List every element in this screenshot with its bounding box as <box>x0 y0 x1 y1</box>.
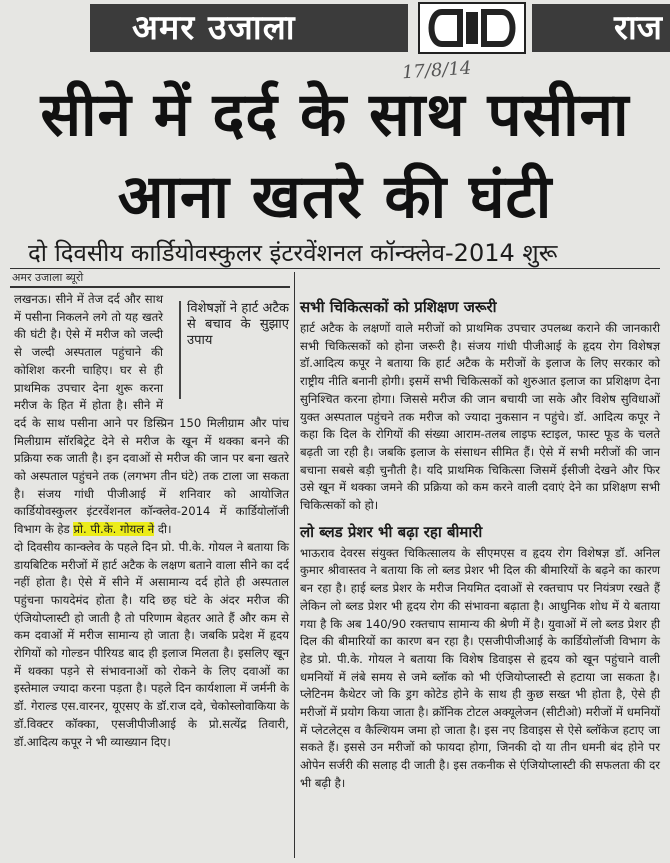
headline <box>0 74 670 238</box>
section-title: सभी चिकित्सकों को प्रशिक्षण जरूरी <box>300 298 497 316</box>
headline-line-1: सीने में दर्द के साथ पसीना <box>40 80 630 150</box>
right-column <box>300 296 660 793</box>
masthead <box>0 0 670 58</box>
pullquote-box <box>171 295 289 403</box>
section-text: भाऊराव देवरस संयुक्त चिकित्सालय के सीएमएस व हृदय रोग विशेषज्ञ डॉ. अनिल कुमार श्रीवास्तव ने बताया कि लो ब्लड प्रेशर भी दिल की बीमारियों के बढ़ने का कारण बन रहा है। हाई ब्लड प्रेशर के मरीज नियमित दवाओं से रक्तचाप पर नियंत्रण रखते हैं लेकिन लो ब्लड प्रेशर भी हृदय रोग की संभावना बढ़ाता है। आधुनिक शोध में ये बताया गया है कि अब 140/90 रक्तचाप सामान्य की श्रेणी में है। युवाओं में लो ब्लड प्रेशर ही दिल की बीमारियों का कारण बन रहा है। एसजीपीजीआई के कार्डियोलॉजी विभाग के हेड प्रो. पी.के. गोयल ने बताया कि विशेष डिवाइस से हृदय को खून पहुंचाने वाली धमनियों में लंबे समय से जमे ब्लॉक को भी एंजियोप्लास्टी से हटाया जा सकता है। प्लेटिनम कैथेटर जो कि ड्रग कोटेड होने के साथ ही कुछ सख्त भी होता है, ऐसे ही मरीजों में प्रयोग किया जाता है। क्रॉनिक टोटल अक्यूलेजन (सीटीओ) मरीजों में धमनियों में प्लेटलेट्स व कैल्शियम जमा हो जाता है। इस नए डिवाइस से ऐसे ब्लॉकेज हटाए जा सकते हैं। इससे उन मरीजों को फायदा होगा, जिनकी दो या तीन धमनी बंद होने पर ओपेन सर्जरी की सलाह दी जाती है। इस तकनीक से एंजियोप्लास्टी की सफलता की दर भी बढ़ी है। <box>300 545 660 790</box>
article-paragraph: दो दिवसीय कान्क्लेव के पहले दिन प्रो. पी.के. गोयल ने बताया कि डायबिटिक मरीजों में हार्ट अटैक के लक्षण बताने वाला सीने का दर्द नहीं होता है। ऐसे में सीने में असामान्य दर्द होते ही अस्पताल पहुंचना फायदेमंद होता है। यदि छह घंटे के अंदर मरीज की एंजियोप्लास्टी हो जाती है तो परिणाम बेहतर आते हैं और कम से कम दवाओं में मरीज सामान्य हो जाता है। जबकि प्रदेश में हृदय रोगियों को गोल्डन पीरियड बाद ही इलाज मिलता है। इसलिए खून में थक्का पड़ने से संभावनाओं को रोकने के लिए दवाओं का इस्तेमाल ज्यादा करना पड़ता है। पहले दिन कार्यशाला में जर्मनी के डॉ. गेराल्ड एस.वारनर, यूएसए के डॉ.राज दवे, चेकोस्लोवाकिया के डॉ.विक्टर कॉक्का, एसजीपीजीआई के प्रो.सत्येंद्र तिवारी, डॉ.आदित्य कपूर ने भी व्याख्यान दिए। <box>14 539 289 749</box>
subheadline: दो दिवसीय कार्डियोवस्कुलर इंटरवेंशनल कॉन्क्लेव-2014 शुरू <box>28 239 558 267</box>
edition-name: राज <box>532 4 670 52</box>
headline-line-2: आना खतरे की घंटी <box>117 162 553 232</box>
article-intro: लखनऊ। सीने में तेज दर्द और साथ में पसीना निकलने लगे तो यह खतरे की घंटी है। ऐसे में मरीज को जल्दी से जल्दी अस्पताल पहुंचाने की कोशिश करनी चाहिए। घर से ही प्राथमिक उपचार देना शुरू करना मरीज के हित में होता है। सीने में दर्द के साथ पसीना आने पर डिस्प्रिन 150 मिलीग्राम और पांच मिलीग्राम सॉरबिट्रेट देने से मरीज के खून में थक्का बनने की प्रक्रिया रुक जाती है। इन दवाओं से मरीज की जान पर बना खतरे को अस्पताल पहुंचने तक (लगभग तीन घंटे) तक टाला जा सकता है। संजय गांधी पीजीआई में शनिवार को आयोजित कार्डियोवस्कुलर इंटरवेंशनल कॉन्क्लेव-2014 में कार्डियोलॉजी विभाग के हेड <box>14 292 289 537</box>
handwritten-date: 17/8/14 <box>401 57 473 84</box>
section-text: हार्ट अटैक के लक्षणों वाले मरीजों को प्राथमिक उपचार उपलब्ध कराने की जानकारी सभी चिकित्सकों को होना जरूरी है। संजय गांधी पीजीआई के हृदय रोग विशेषज्ञ डॉ.आदित्य कपूर ने बताया कि हार्ट अटैक के मरीजों के इलाज के लिए सरकार को राष्ट्रीय नीति बनानी होगी। इसमें सभी चिकित्सकों को शुरुआत इलाज का प्रशिक्षण देना सुनिश्चित करना होगा। जिससे मरीज की जान बचायी जा सके और विशेष सुविधाओं युक्त अस्पताल पहुंचने तक मरीज को ज्यादा नुकसान न पहुंचे। डॉ. आदित्य कपूर ने कहा कि दिल के रोगियों की संख्या आराम-तलब लाइफ स्टाइल, फास्ट फूड के चलते बढ़ती जा रही है। जबकि इलाज के संसाधन सीमित हैं। ऐसे में सभी मरीजों की जान बचाना सबसे बड़ी चुनौती है। यदि प्राथमिक चिकित्सा जिसमें ईसीजी देखने और फिर उसे खून में थक्का जमने की प्रक्रिया को कम करने वाली दवाएं देने का प्रशिक्षण सभी चिकित्सकों को हो। <box>300 321 660 513</box>
divider <box>10 286 290 288</box>
article-intro-end: दी। <box>154 522 172 537</box>
left-column <box>14 291 289 751</box>
byline: अमर उजाला ब्यूरो <box>12 271 84 284</box>
column-divider <box>294 272 295 858</box>
divider <box>10 268 660 269</box>
section-title: लो ब्लड प्रेशर भी बढ़ा रहा बीमारी <box>300 522 483 541</box>
newspaper-logo-icon <box>418 2 526 54</box>
newspaper-name: अमर उजाला <box>90 4 408 52</box>
highlighted-name: प्रो. पी.के. गोयल ने <box>73 522 155 537</box>
pullquote: विशेषज्ञों ने हार्ट अटैक से बचाव के सुझाए उपाय <box>179 301 289 399</box>
